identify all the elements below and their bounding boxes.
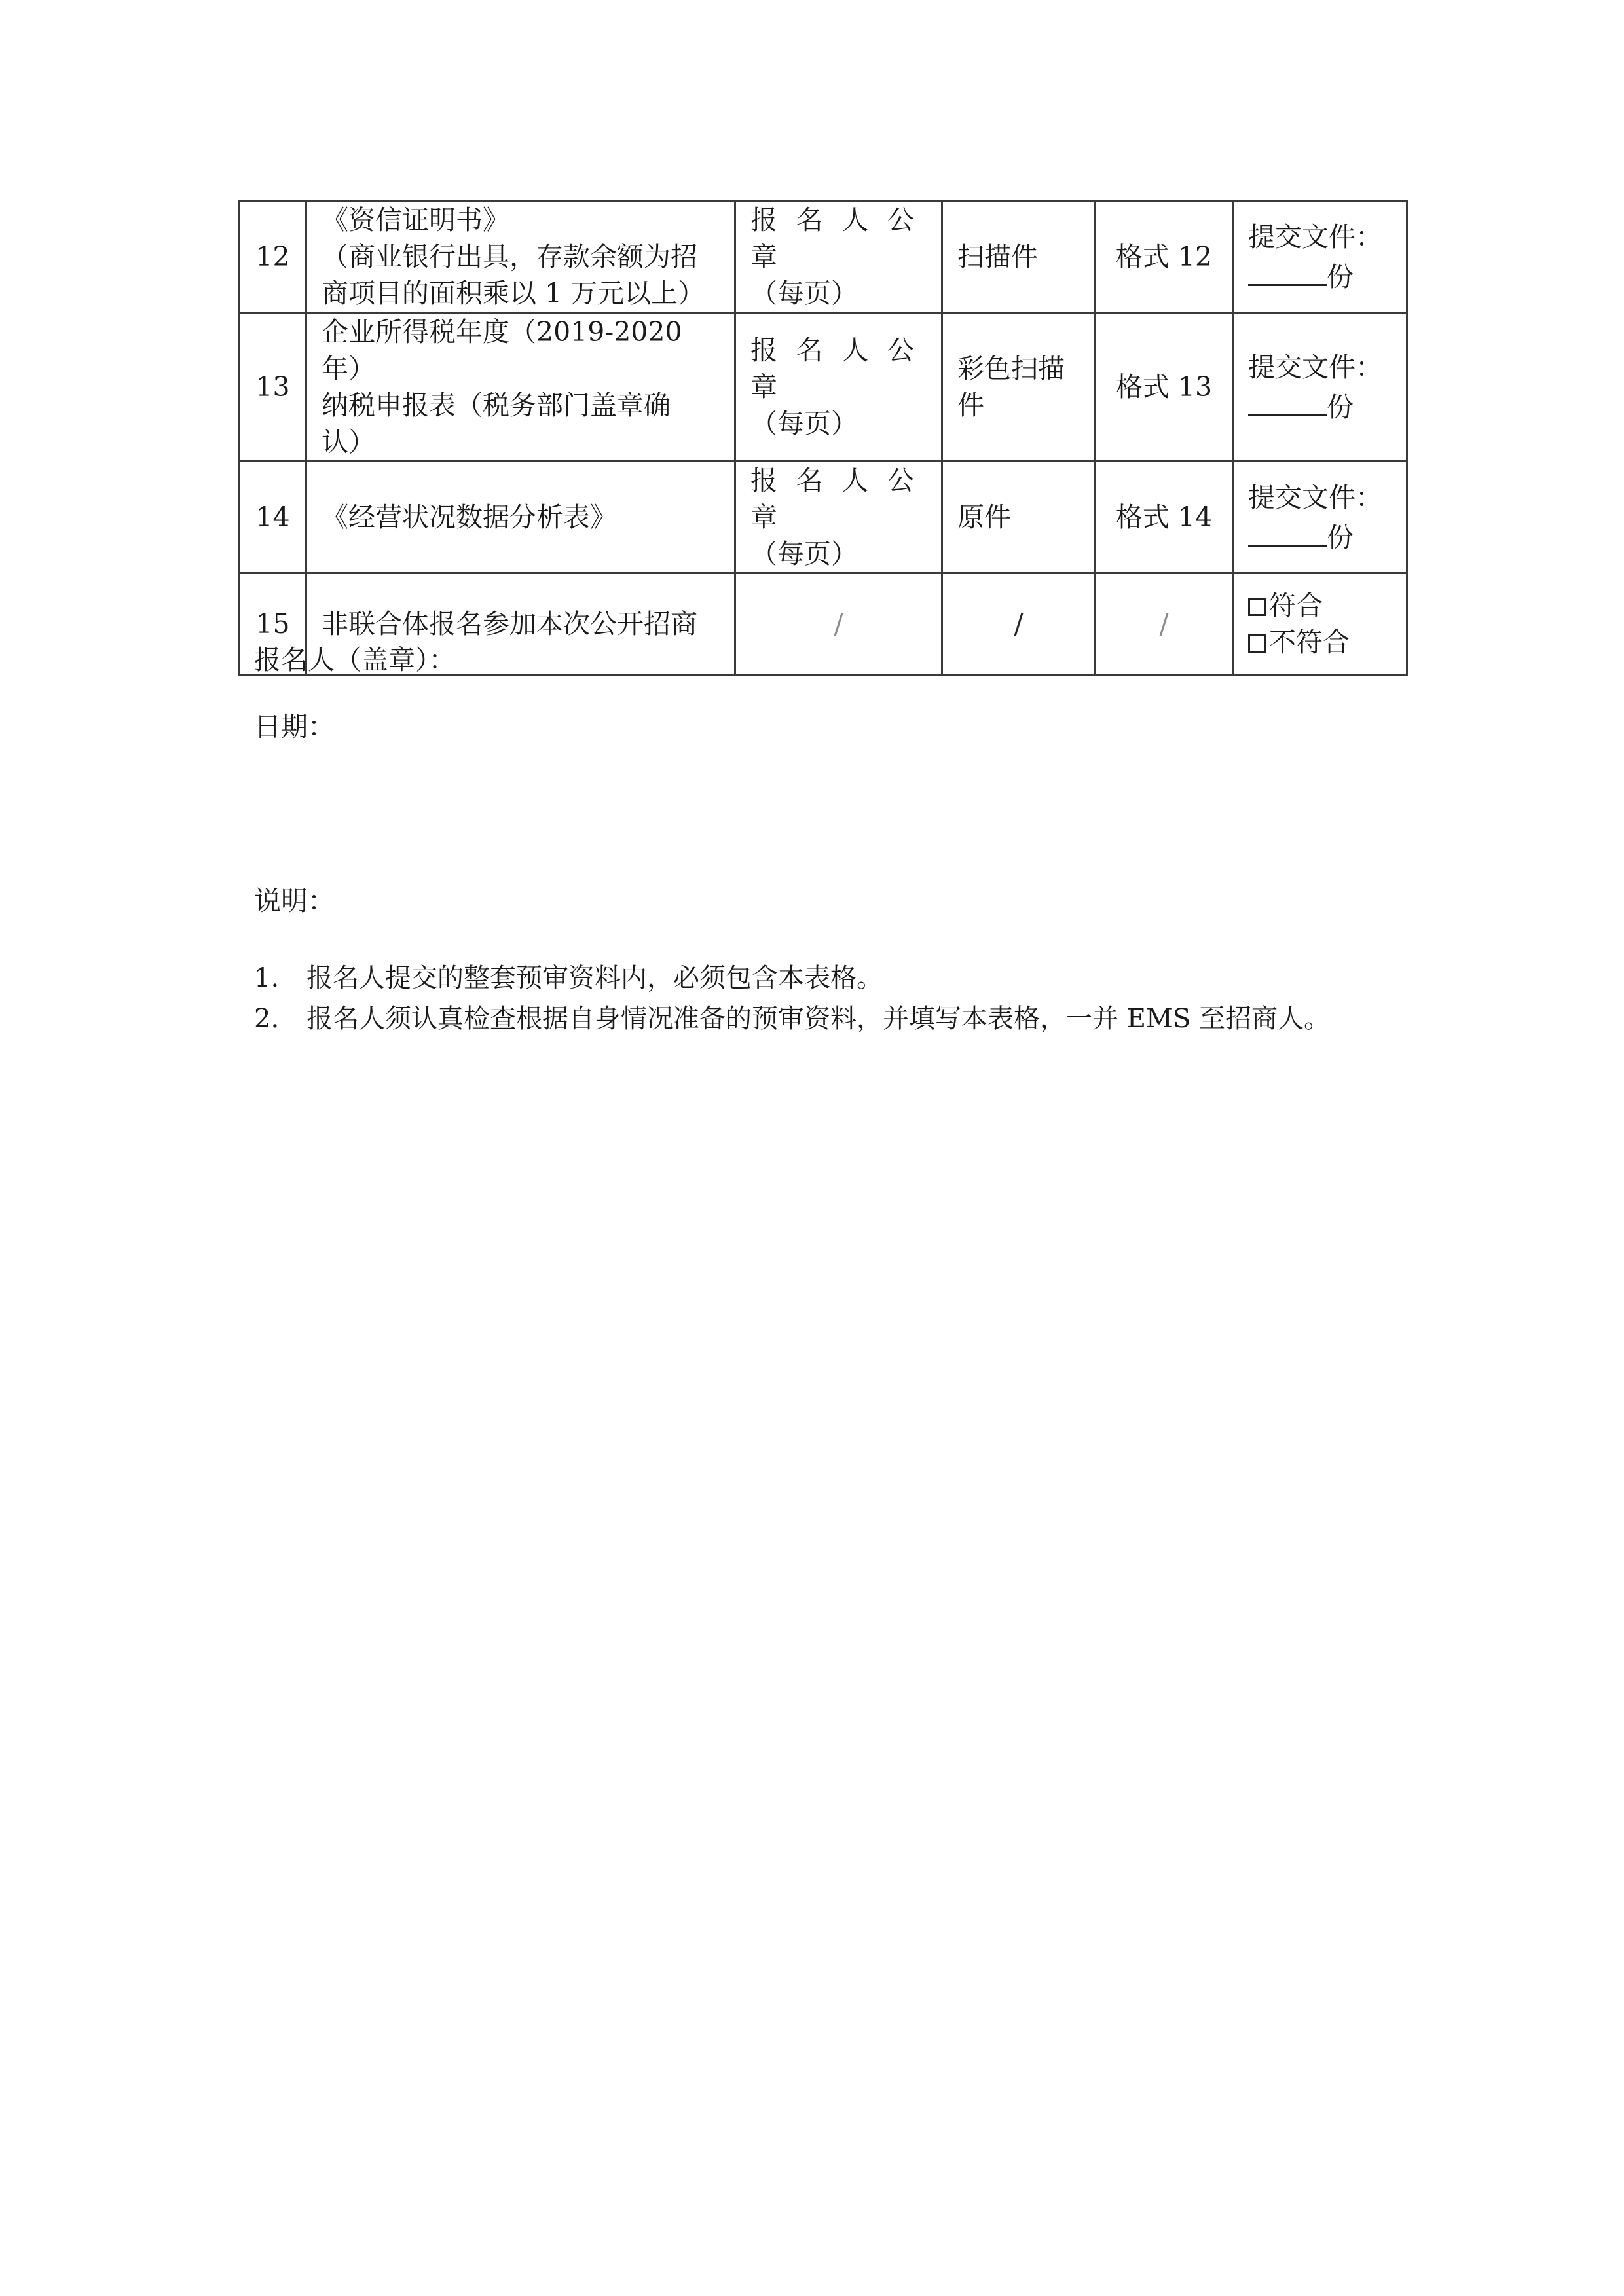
copies-blank[interactable]	[1248, 516, 1327, 547]
document-name: 企业所得税年度（2019-2020 年） 纳税申报表（税务部门盖章确 认）	[306, 313, 735, 462]
requirements-table	[238, 200, 1408, 676]
applicant-seal-label: 报名人（盖章）：	[254, 644, 456, 676]
document-name: 《资信证明书》 （商业银行出具，存款余额为招 商项目的面积乘以 1 万元以上）	[306, 201, 735, 313]
checkbox-icon[interactable]	[1248, 598, 1266, 616]
seal-requirement: 报名人公章 （每页）	[735, 201, 942, 313]
option-compliant[interactable]: 符合	[1248, 587, 1392, 624]
compliance-options	[1233, 574, 1407, 675]
copies-blank[interactable]	[1248, 255, 1327, 286]
format-ref: 格式 13	[1096, 313, 1233, 462]
row-number: 15	[240, 574, 306, 675]
not-applicable-mark: /	[942, 574, 1096, 675]
option-noncompliant[interactable]: 不符合	[1248, 624, 1392, 661]
row-number: 13	[240, 313, 306, 462]
submit-count: 提交文件： 份	[1233, 313, 1407, 462]
seal-requirement: 报名人公章 （每页）	[735, 313, 942, 462]
table-row	[240, 462, 1407, 574]
submit-count: 提交文件： 份	[1233, 462, 1407, 574]
format-ref: 格式 14	[1096, 462, 1233, 574]
not-applicable-mark: /	[735, 574, 942, 675]
document-form: 原件	[942, 462, 1096, 574]
document-name: 《经营状况数据分析表》	[306, 462, 735, 574]
submit-count: 提交文件： 份	[1233, 201, 1407, 313]
document-name: 非联合体报名参加本次公开招商	[306, 574, 735, 675]
note-item: 1. 报名人提交的整套预审资料内，必须包含本表格。	[254, 963, 883, 993]
checkbox-icon[interactable]	[1248, 634, 1266, 653]
copies-blank[interactable]	[1248, 386, 1327, 416]
document-form: 彩色扫描件	[942, 313, 1096, 462]
format-ref: 格式 12	[1096, 201, 1233, 313]
table-row	[240, 313, 1407, 462]
seal-requirement: 报名人公章 （每页）	[735, 462, 942, 574]
row-number: 12	[240, 201, 306, 313]
notes-title: 说明：	[254, 885, 335, 917]
row-number: 14	[240, 462, 306, 574]
document-form: 扫描件	[942, 201, 1096, 313]
note-item: 2. 报名人须认真检查根据自身情况准备的预审资料，并填写本表格，一并 EMS 至招商人。	[254, 1004, 1330, 1034]
not-applicable-mark: /	[1096, 574, 1233, 675]
date-label: 日期：	[254, 711, 335, 742]
table-row	[240, 201, 1407, 313]
